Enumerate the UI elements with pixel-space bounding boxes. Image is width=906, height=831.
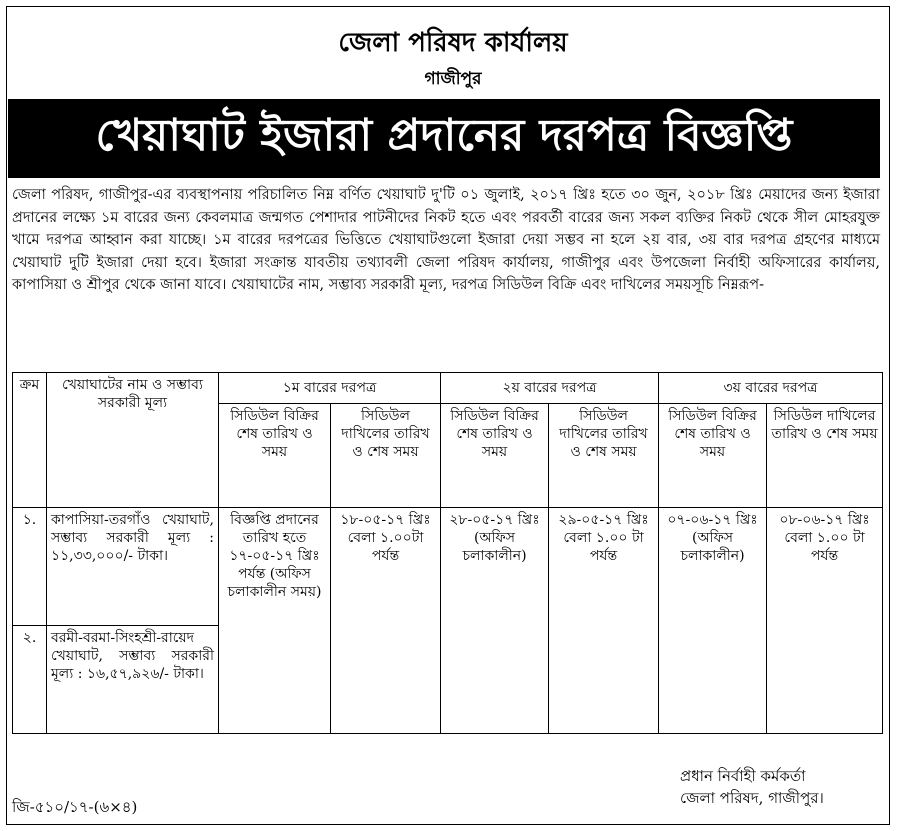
row-ghat: বরমী-বরমা-সিংহশ্রী-রায়েদ খেয়াঘাট, সম্ভাব্য সরকারী মূল্য : ১৬,৫৭,৯২৬/- টাকা।	[47, 626, 219, 734]
subheader-submit-2: সিডিউল দাখিলের তারিখ ও শেষ সময়	[549, 404, 659, 508]
notice-body: জেলা পরিষদ, গাজীপুর-এর ব্যবস্থাপনায় পরিচালিত নিম্ন বর্ণিত খেয়াঘাট দু'টি ০১ জুলাই, ২০১৭ খ্রিঃ হতে ৩০ জুন, ২০১৮ খ্রিঃ মেয়াদের জন্য ইজারা প্রদানের লক্ষ্যে ১ম বারের জন্য কেবলমাত্র জন্মগত পেশাদার পাটনীদের নিকট হতে এবং পরবর্তী বারের জন্য সকল ব্যক্তির নিকট থেকে সীল মোহরযুক্ত খামে দরপত্র আহ্বান করা যাচ্ছে। ১ম বারের দরপত্রের ভিত্তিতে খেয়াঘাটগুলো ইজারা দেয়া সম্ভব না হলে ২য় বার, ৩য় বার দরপত্র গ্রহণের মাধ্যমে খেয়াঘাট দুটি ইজারা দেয়া হবে। ইজারা সংক্রান্ত যাবতীয় তথ্যাবলী জেলা পরিষদ কার্যালয়, গাজীপুর এবং উপজেলা নির্বাহী অফিসারের কার্যালয়, কাপাসিয়া ও শ্রীপুর থেকে জানা যাবে। খেয়াঘাটের নাম, সম্ভাব্য সরকারী মূল্য, দরপত্র সিডিউল বিক্রি এবং দাখিলের সময়সূচি নিম্নরূপ-	[12, 187, 880, 294]
header-ghat: খেয়াঘাটের নাম ও সম্ভাব্য সরকারী মূল্য	[47, 373, 219, 508]
signature-block	[680, 765, 880, 809]
row-serial: ২.	[13, 626, 47, 734]
schedule-table	[12, 372, 883, 734]
office-name: জেলা পরিষদ কার্যালয়	[338, 28, 568, 58]
notice-title: খেয়াঘাট ইজারা প্রদানের দরপত্র বিজ্ঞপ্তি	[95, 110, 793, 161]
header-serial: ক্রম	[13, 373, 47, 508]
row-ghat: কাপাসিয়া-তরগাঁও খেয়াঘাট, সম্ভাব্য সরকারী মূল্য : ১১,৩৩,০০০/- টাকা।	[47, 508, 219, 626]
subheader-sale-1: সিডিউল বিক্রির শেষ তারিখ ও সময়	[219, 404, 331, 508]
schedule-sale-3: ০৭-০৬-১৭ খ্রিঃ (অফিস চলাকালীন)	[659, 508, 767, 734]
schedule-sale-2: ২৮-০৫-১৭ খ্রিঃ (অফিস চলাকালীন)	[441, 508, 549, 734]
district-name: গাজীপুর	[424, 69, 482, 89]
header-period-2: ২য় বারের দরপত্র	[441, 373, 659, 404]
subheader-sale-3: সিডিউল বিক্রির শেষ তারিখ ও সময়	[659, 404, 767, 508]
signatory-office: জেলা পরিষদ, গাজীপুর।	[680, 789, 824, 807]
memo-number: জি-৫১০/১৭-(৬×৪)	[12, 798, 138, 816]
schedule-submit-3: ০৮-০৬-১৭ খ্রিঃ বেলা ১.০০ টা পর্যন্ত	[767, 508, 883, 734]
subheader-sale-2: সিডিউল বিক্রির শেষ তারিখ ও সময়	[441, 404, 549, 508]
header-period-3: ৩য় বারের দরপত্র	[659, 373, 883, 404]
table-row	[13, 508, 883, 626]
signatory-title: প্রধান নির্বাহী কর্মকর্তা	[680, 767, 806, 785]
row-serial: ১.	[13, 508, 47, 626]
subheader-submit-1: সিডিউল দাখিলের তারিখ ও শেষ সময়	[331, 404, 441, 508]
table-header-row	[13, 373, 883, 404]
subheader-submit-3: সিডিউল দাখিলের তারিখ ও শেষ সময়	[767, 404, 883, 508]
schedule-submit-1: ১৮-০৫-১৭ খ্রিঃ বেলা ১.০০টা পর্যন্ত	[331, 508, 441, 734]
schedule-submit-2: ২৯-০৫-১৭ খ্রিঃ বেলা ১.০০ টা পর্যন্ত	[549, 508, 659, 734]
header-period-1: ১ম বারের দরপত্র	[219, 373, 441, 404]
schedule-sale-1: বিজ্ঞপ্তি প্রদানের তারিখ হতে ১৭-০৫-১৭ খ্রিঃ পর্যন্ত (অফিস চলাকালীন সময়)	[219, 508, 331, 734]
notice-title-banner	[8, 99, 880, 178]
